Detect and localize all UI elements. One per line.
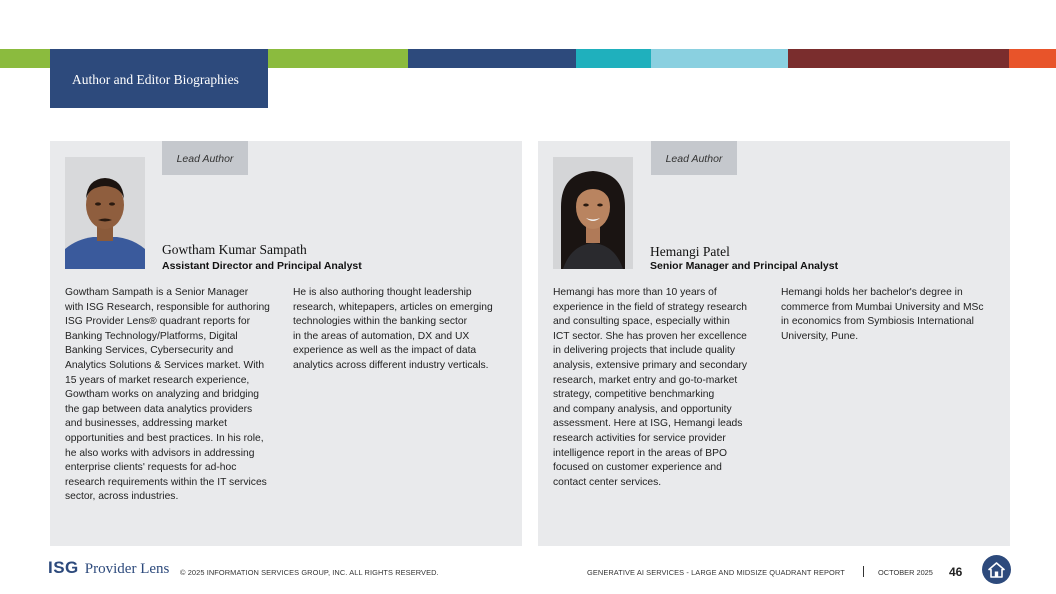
bio-line: enterprise clients' requests for ad-hoc xyxy=(65,462,237,474)
bio-line: ISG Provider Lens® quadrant reports for xyxy=(65,316,251,328)
color-segment xyxy=(788,49,1009,68)
bio-line: opportunities and best practices. In his role, xyxy=(65,432,264,444)
author-photo xyxy=(65,157,145,269)
bio-line: strategy, competitive benchmarking xyxy=(553,389,715,401)
home-button[interactable] xyxy=(982,555,1011,584)
bio-line: Hemangi has more than 10 years of xyxy=(553,287,717,298)
bio-line: research requirements within the IT services xyxy=(65,476,267,488)
bio-line: research, market entry and go-to-market xyxy=(553,374,738,386)
bio-line: analytics across different industry verticals. xyxy=(293,359,489,371)
bio-line: and company analysis, and opportunity xyxy=(553,403,732,415)
role-tag: Lead Author xyxy=(651,141,737,175)
section-title: Author and Editor Biographies xyxy=(72,72,239,87)
author-name: Gowtham Kumar Sampath xyxy=(162,242,307,257)
page-number: 46 xyxy=(949,565,963,579)
bio-line: Banking Technology/Platforms, Digital xyxy=(65,330,238,342)
bio-line: Gowtham Sampath is a Senior Manager xyxy=(65,287,249,298)
logo-provider-lens-text: Provider Lens xyxy=(84,561,170,577)
report-date: OCTOBER 2025 xyxy=(878,568,933,577)
bio-line: Analytics Solutions & Services market. With xyxy=(65,359,265,371)
bio-line: intelligence report in the areas of BPO xyxy=(553,447,728,459)
bio-line: with ISG Research, responsible for authoring xyxy=(65,301,270,313)
footer-separator xyxy=(863,566,864,577)
role-tag: Lead Author xyxy=(162,141,248,175)
bio-column-2 xyxy=(781,286,995,344)
author-photo xyxy=(553,157,633,269)
bio-line: in delivering projects that include quality xyxy=(553,345,736,357)
color-segment xyxy=(408,49,576,68)
color-segment xyxy=(0,49,50,68)
bio-line: commerce from Mumbai University and MSc xyxy=(781,301,984,313)
author-title: Assistant Director and Principal Analyst xyxy=(162,260,362,272)
bio-line: technologies within the banking sector xyxy=(293,316,468,328)
bio-line: experience as well as the impact of data xyxy=(293,345,477,357)
color-segment xyxy=(1009,49,1056,68)
color-segment xyxy=(576,49,651,68)
bio-line: sector, across industries. xyxy=(65,491,179,503)
bio-line: he also works with advisors in addressing xyxy=(65,447,255,459)
bio-line: Hemangi holds her bachelor's degree in xyxy=(781,287,963,298)
bio-line: experience in the field of strategy research xyxy=(553,301,748,313)
bio-line: the gap between data analytics providers xyxy=(65,403,253,415)
isg-provider-lens-logo xyxy=(48,558,169,578)
bio-line: research activities for service provider xyxy=(553,432,726,444)
bio-line: and businesses, addressing market xyxy=(65,418,227,430)
home-icon xyxy=(988,562,1005,578)
bio-line: He is also authoring thought leadership xyxy=(293,287,472,298)
section-title-tab xyxy=(50,49,268,108)
bio-line: and consulting space, especially within xyxy=(553,316,730,328)
bio-line: ICT sector. She has proven her excellence xyxy=(553,330,747,342)
bio-line: in the areas of automation, DX and UX xyxy=(293,330,470,342)
color-segment xyxy=(651,49,788,68)
bio-line: research, whitepapers, articles on emerging xyxy=(293,301,493,313)
author-card xyxy=(538,141,1010,546)
bio-line: Gowtham works on analyzing and bridging xyxy=(65,389,260,401)
logo-isg-text: ISG xyxy=(48,558,79,577)
bio-line: in economics from Symbiosis International xyxy=(781,316,974,328)
author-card xyxy=(50,141,522,546)
bio-line: Banking Services, Cybersecurity and xyxy=(65,345,234,357)
bio-line: contact center services. xyxy=(553,476,662,488)
author-title: Senior Manager and Principal Analyst xyxy=(650,260,839,272)
bio-column-2 xyxy=(293,286,507,374)
bio-column-1 xyxy=(553,286,767,490)
report-name: GENERATIVE AI SERVICES - LARGE AND MIDSIZE QUADRANT REPORT xyxy=(587,568,845,577)
bio-column-1 xyxy=(65,286,279,505)
bio-line: assessment. Here at ISG, Hemangi leads xyxy=(553,418,743,430)
bio-line: analysis, extensive primary and secondary xyxy=(553,359,748,371)
bio-line: 15 years of market research experience, xyxy=(65,374,250,386)
bio-line: University, Pune. xyxy=(781,330,859,342)
author-name: Hemangi Patel xyxy=(650,244,730,259)
copyright-text: © 2025 INFORMATION SERVICES GROUP, INC. ALL RIGHTS RESERVED. xyxy=(180,568,439,577)
bio-line: focused on customer experience and xyxy=(553,462,722,474)
color-segment xyxy=(268,49,408,68)
